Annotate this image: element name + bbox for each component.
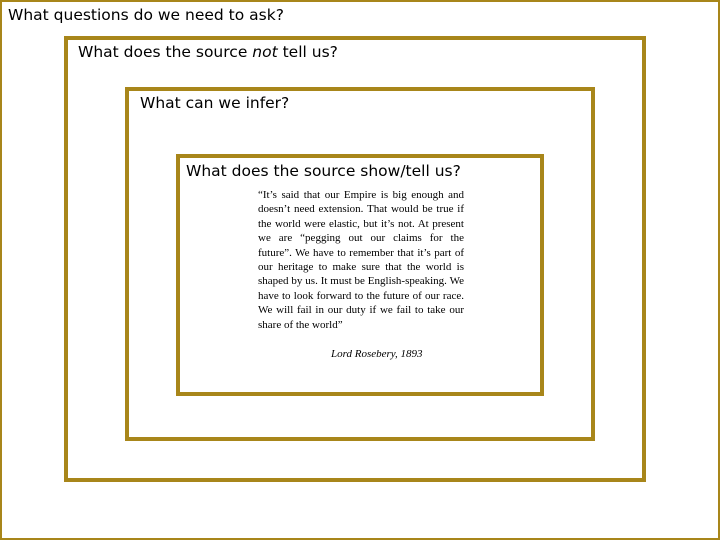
question-ask-heading: What questions do we need to ask? bbox=[8, 6, 284, 24]
source-quote: “It’s said that our Empire is big enough and doesn’t need extension. That would be true if the world were elastic, but it’s not. At present we are “pegging out our claims for the future”. We have to remember that it’s part of our heritage to make sure that the world is shaped by us. It must be English-speaking. We have to look forward to the future of our race. We will fail in our duty if we fail to take our share of the world” bbox=[258, 189, 464, 331]
not-emphasis: not bbox=[252, 43, 278, 61]
source-not-tell-prefix: What does the source bbox=[78, 43, 253, 61]
quote-attribution: Lord Rosebery, 1893 bbox=[331, 348, 423, 360]
infer-heading: What can we infer? bbox=[140, 94, 290, 112]
source-not-tell-suffix: tell us? bbox=[277, 43, 338, 61]
source-show-heading: What does the source show/tell us? bbox=[186, 162, 461, 180]
source-not-tell-heading bbox=[78, 43, 338, 61]
